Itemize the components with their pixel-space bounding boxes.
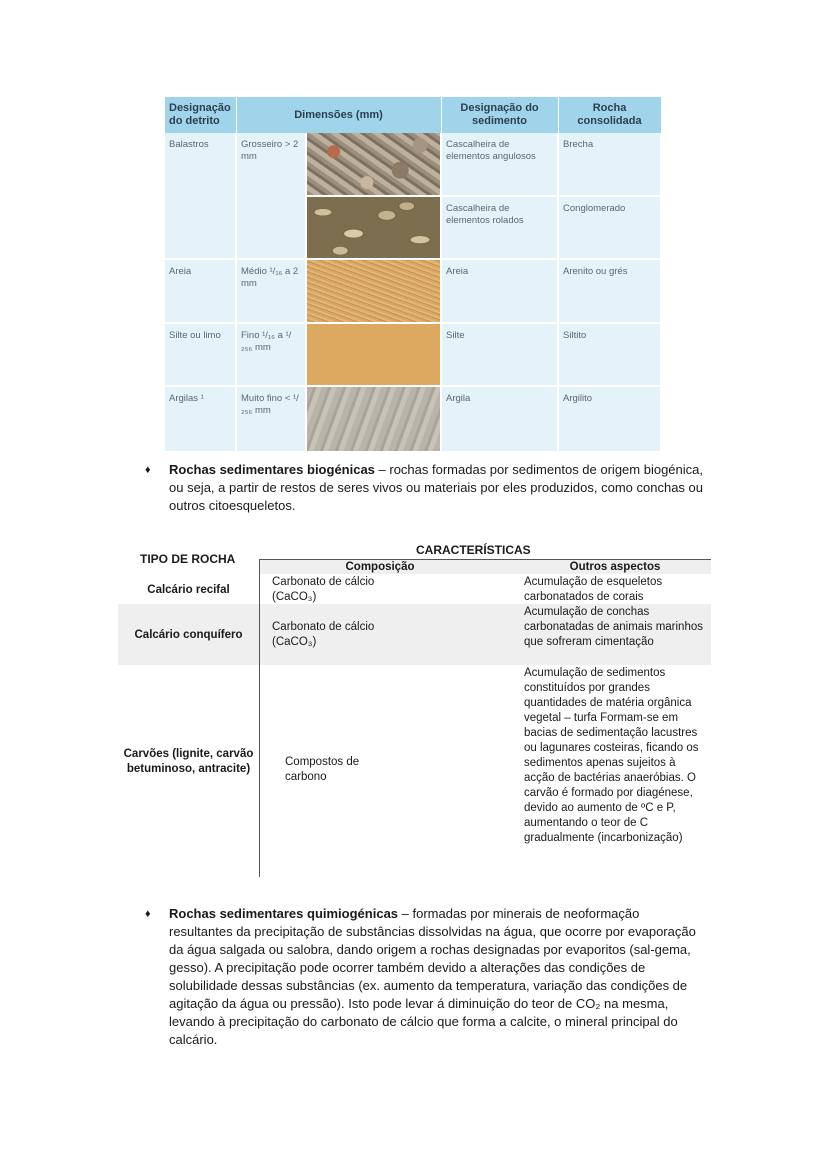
cell-rocha: Siltito bbox=[558, 323, 661, 386]
bullet-biogenic bbox=[145, 461, 705, 515]
cell-rocha: Argilito bbox=[558, 386, 661, 451]
other-aspects-cell: Acumulação de sedimentos constituídos por grandes quantidades de matéria orgânica vegetal – turfa Formam-se em bacias de sedimentação lacustres ou lagunares costeiras, ficando os sedimentos apenas sujeitos à acção de bactérias anaeróbias. O carvão é formado por diagénese, devido ao aumento de ºC e P, aumentando o teor de C gradualmente (incarbonização) bbox=[524, 667, 699, 844]
cell-dimensao: Fino ¹/₁₆ a ¹/₂₅₆ mm bbox=[236, 323, 306, 386]
cell-sedimento: Cascalheira de elementos angulosos bbox=[441, 133, 558, 196]
cell-detrito: Areia bbox=[165, 259, 236, 323]
angular-gravel-image bbox=[307, 133, 440, 195]
swatch-cell bbox=[306, 323, 441, 386]
swatch-cell bbox=[306, 386, 441, 451]
other-aspects-cell: Acumulação de esqueletos carbonatados de corais bbox=[524, 576, 663, 603]
bullet-lead: Rochas sedimentares quimiogénicas bbox=[169, 906, 399, 921]
cell-dimensao: Grosseiro > 2 mm bbox=[236, 133, 306, 259]
cell-rocha: Arenito ou grés bbox=[558, 259, 661, 323]
column-header-rock-type: TIPO DE ROCHA bbox=[140, 552, 236, 566]
rock-type-cell: Carvões (lignite, carvão betuminoso, antracite) bbox=[123, 748, 254, 775]
bullet-biogenic-text bbox=[169, 461, 705, 515]
composition-cell: Carbonato de cálcio (CaCO₃) bbox=[272, 621, 375, 648]
sand-image bbox=[307, 260, 440, 322]
cell-detrito: Balastros bbox=[165, 133, 236, 259]
silt-image bbox=[307, 324, 440, 385]
table-row bbox=[165, 259, 661, 323]
table-title: CARACTERÍSTICAS bbox=[416, 543, 531, 557]
cell-detrito: Silte ou limo bbox=[165, 323, 236, 386]
bullet-chemical-text bbox=[169, 905, 705, 1049]
composition-cell: Compostos de carbono bbox=[285, 756, 360, 783]
cell-dimensao: Médio ¹/₁₆ a 2 mm bbox=[236, 259, 306, 323]
cell-rocha: Conglomerado bbox=[558, 196, 661, 259]
header-dimensoes: Dimensões (mm) bbox=[236, 97, 441, 133]
divider bbox=[259, 559, 260, 877]
diamond-bullet-icon: ♦ bbox=[145, 908, 151, 920]
cell-sedimento: Areia bbox=[441, 259, 558, 323]
column-header-composition: Composição bbox=[345, 561, 415, 573]
table-row bbox=[165, 323, 661, 386]
divider bbox=[259, 559, 711, 560]
bullet-body: – formadas por minerais de neoformação resultantes da precipitação de substâncias dissolvidas na água, que ocorre por evaporação da água salgada ou salobra, dando origem a rochas designadas por evaporitos (sal-gema, gesso). A precipitação pode ocorrer também devido a alterações das condições de solubilidade dessas substâncias (ex. aumento da temperatura, variação das condições de agitação da água ou pressão). Isto pode levar á diminuição do teor de CO₂ na mesma, levando à precipitação do carbonato de cálcio que forma a calcite, o mineral principal do calcário. bbox=[169, 906, 696, 1047]
cell-sedimento: Cascalheira de elementos rolados bbox=[441, 196, 558, 259]
header-detrito: Designação do detrito bbox=[165, 97, 236, 133]
bullet-body: – rochas formadas por sedimentos de origem biogénica, ou seja, a partir de restos de seres vivos ou materiais por eles produzidos, como conchas ou outros citoesqueletos. bbox=[169, 462, 703, 513]
rock-type-cell: Calcário recifal bbox=[147, 584, 230, 596]
table-row bbox=[165, 386, 661, 451]
bullet-lead: Rochas sedimentares biogénicas bbox=[169, 462, 375, 477]
rock-type-cell: Calcário conquífero bbox=[134, 629, 243, 641]
column-header-other: Outros aspectos bbox=[569, 561, 661, 573]
swatch-cell bbox=[306, 196, 441, 259]
clay-image bbox=[307, 387, 440, 451]
bullet-chemical bbox=[145, 905, 705, 1049]
header-rocha: Rocha consolidada bbox=[558, 97, 661, 133]
cell-detrito: Argilas ¹ bbox=[165, 386, 236, 451]
composition-cell: Carbonato de cálcio (CaCO₃) bbox=[272, 576, 375, 603]
detrital-classification-table bbox=[165, 97, 662, 451]
other-aspects-cell: Acumulação de conchas carbonatadas de animais marinhos que sofreram cimentação bbox=[524, 606, 703, 648]
swatch-cell bbox=[306, 133, 441, 196]
swatch-cell bbox=[306, 259, 441, 323]
header-sedimento: Designação do sedimento bbox=[441, 97, 558, 133]
rounded-gravel-image bbox=[307, 197, 440, 258]
table-row bbox=[165, 133, 661, 196]
cell-dimensao: Muito fino < ¹/₂₅₆ mm bbox=[236, 386, 306, 451]
cell-sedimento: Argila bbox=[441, 386, 558, 451]
diamond-bullet-icon: ♦ bbox=[145, 464, 151, 476]
cell-sedimento: Silte bbox=[441, 323, 558, 386]
cell-rocha: Brecha bbox=[558, 133, 661, 196]
